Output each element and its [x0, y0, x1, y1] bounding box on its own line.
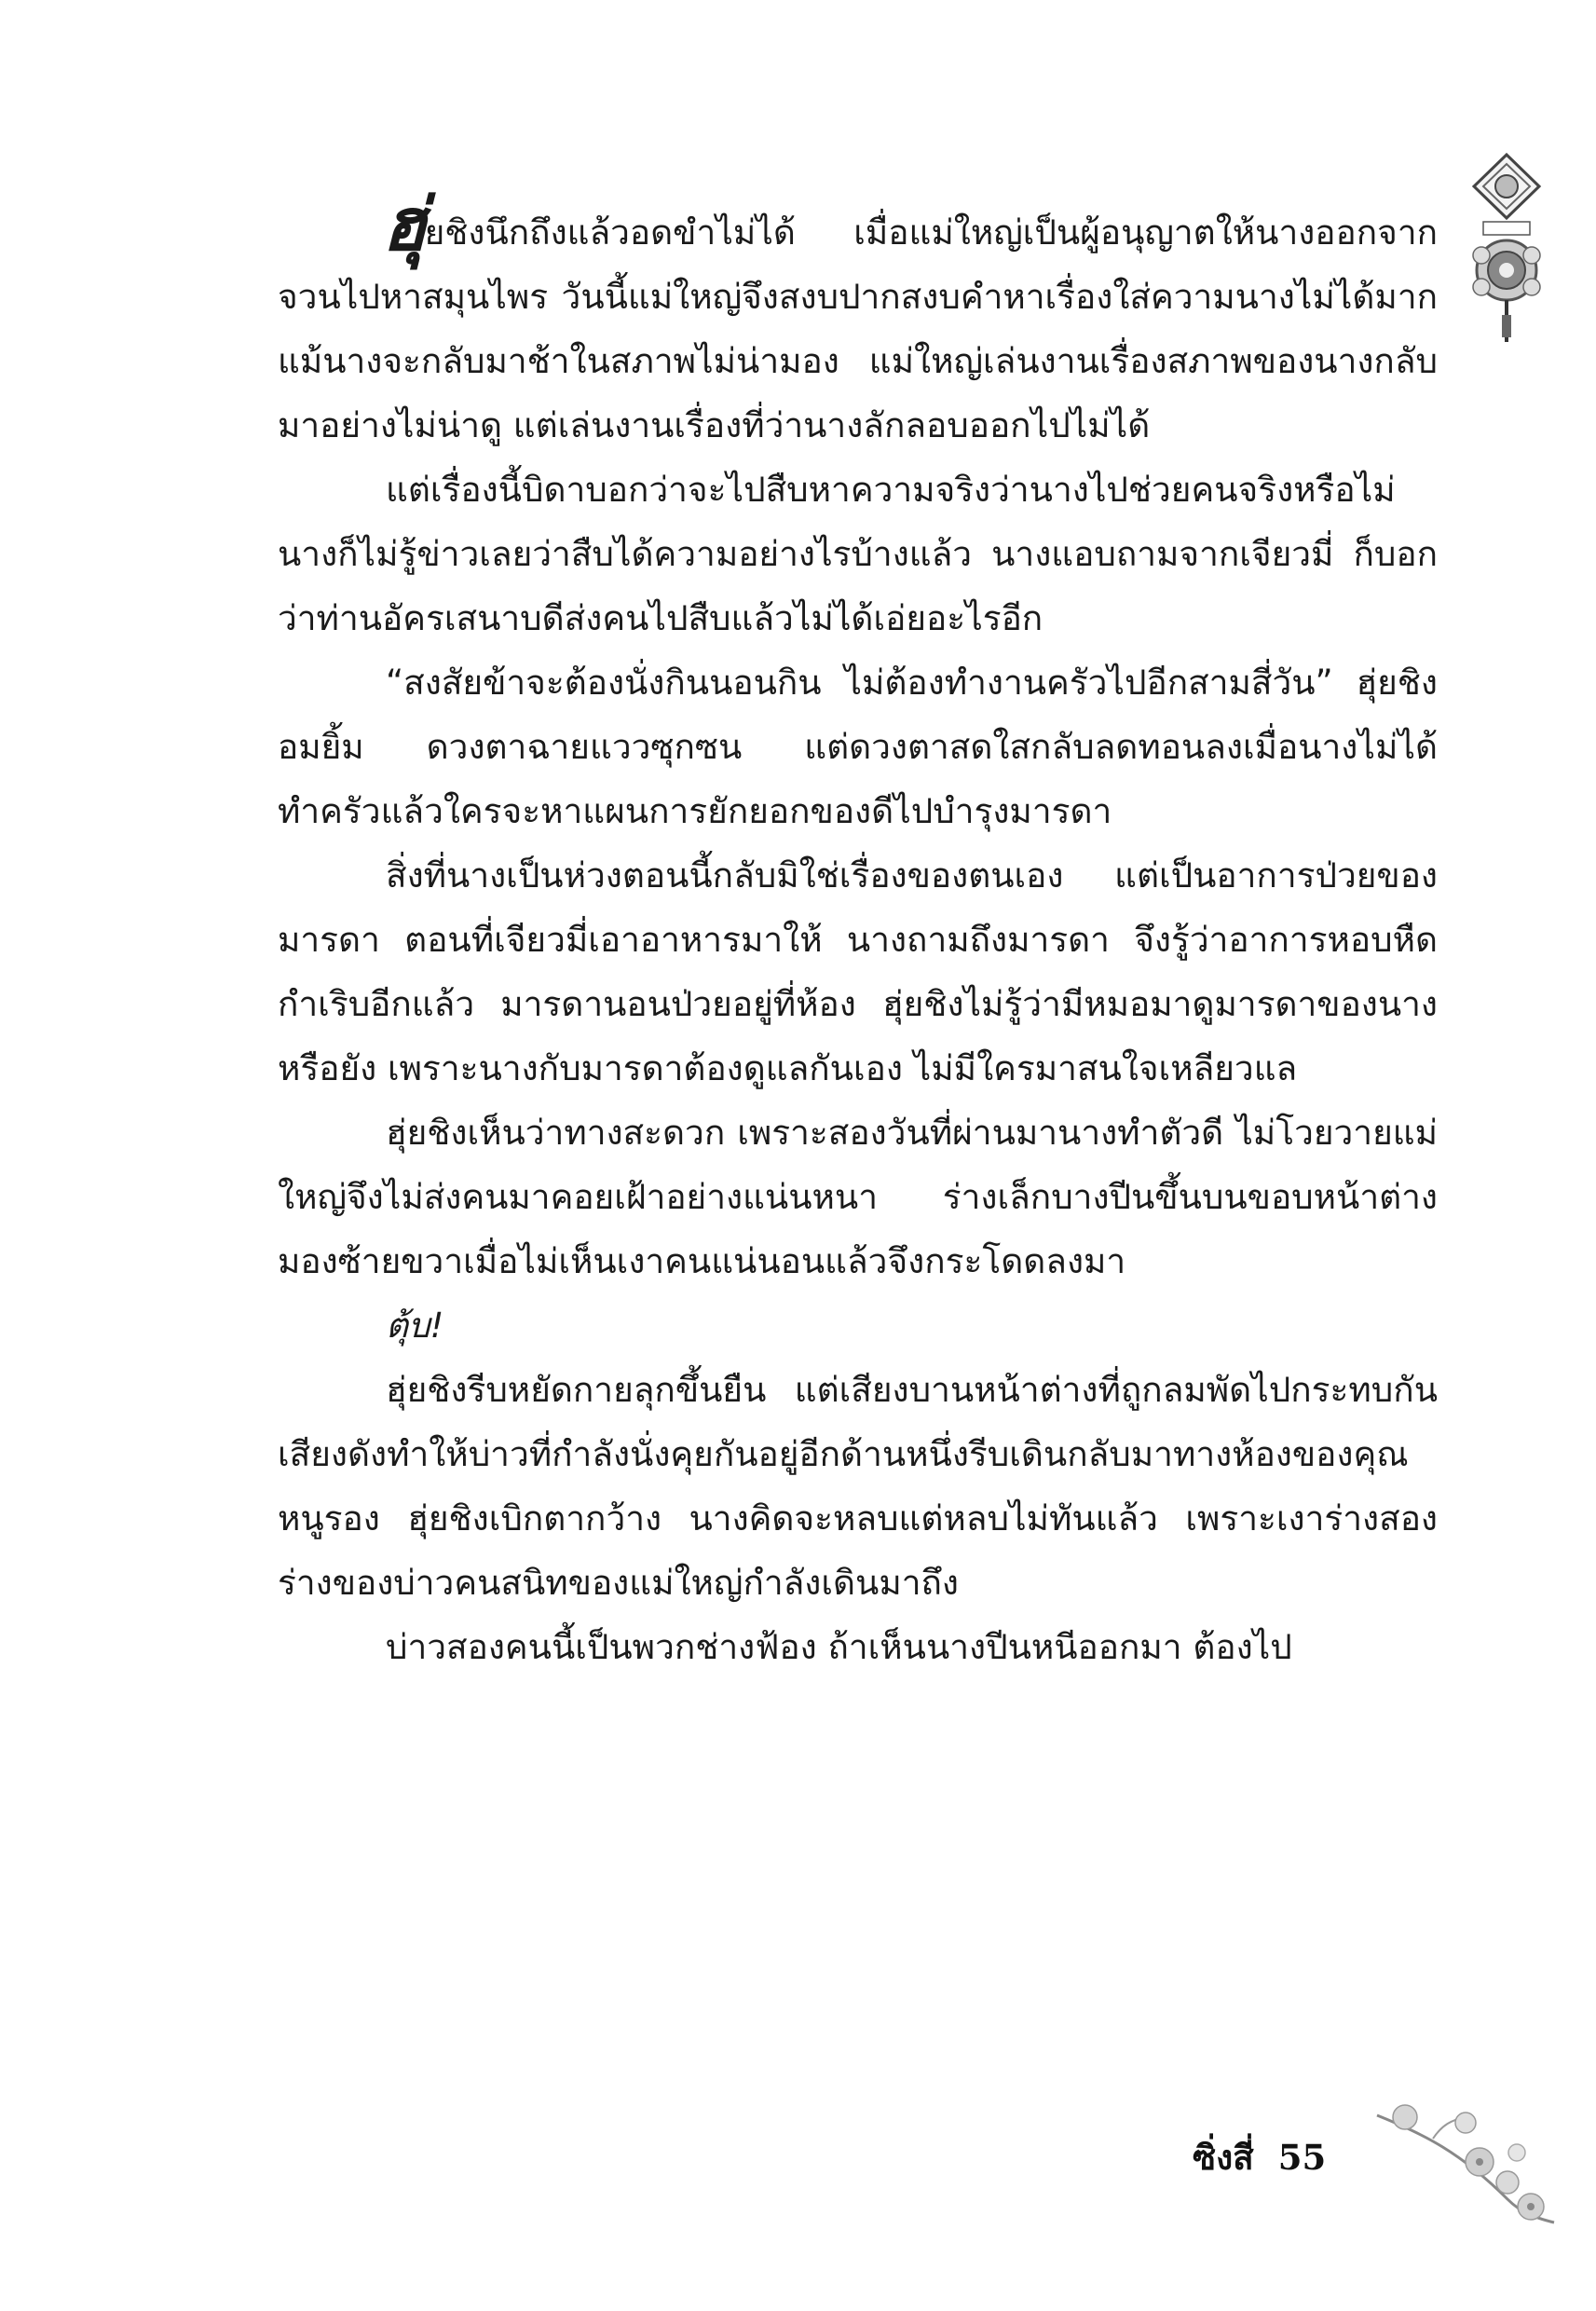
- chapter-mark: ซิ่งสี่: [1193, 2137, 1254, 2178]
- paragraph-7: ฮุ่ยชิงรีบหยัดกายลุกขึ้นยืน แต่เสียงบานหน้าต่างที่ถูกลมพัดไปกระทบกันเสียงดังทำให้บ่าวที่กำลังนั่งคุยกันอยู่อีกด้านหนึ่งรีบเดินกลับมาทางห้องของคุณหนูรอง ฮุ่ยชิงเบิกตากว้าง นางคิดจะหลบแต่หลบไม่ทันแล้ว เพราะเงาร่างสองร่างของบ่าวคนสนิทของแม่ใหญ่กำลังเดินมาถึง: [278, 1370, 1438, 1603]
- paragraph-3: “สงสัยข้าจะต้องนั่งกินนอนกิน ไม่ต้องทำงานครัวไปอีกสามสี่วัน” ฮุ่ยชิงอมยิ้ม ดวงตาฉายแววซุกซน แต่ดวงตาสดใสกลับลดทอนลงเมื่อนางไม่ได้ทำครัวแล้วใครจะหาแผนการยักยอกของดีไปบำรุงมารดา: [278, 663, 1438, 831]
- drop-cap: ฮุ่: [382, 184, 425, 267]
- plum-blossom-branch-icon: [1368, 2097, 1563, 2227]
- chinese-knot-ornament-icon: [1465, 151, 1548, 347]
- page-footer: [1193, 2130, 1326, 2185]
- paragraph-4: สิ่งที่นางเป็นห่วงตอนนี้กลับมิใช่เรื่องของตนเอง แต่เป็นอาการป่วยของมารดา ตอนที่เจียวมี่เอาอาหารมาให้ นางถามถึงมารดา จึงรู้ว่าอาการหอบหืดกำเริบอีกแล้ว มารดานอนป่วยอยู่ที่ห้อง ฮุ่ยชิงไม่รู้ว่ามีหมอมาดูมารดาของนางหรือยัง เพราะนางกับมารดาต้องดูแลกันเอง ไม่มีใครมาสนใจเหลียวแล: [278, 855, 1438, 1088]
- paragraph-text: ยชิงนึกถึงแล้วอดขำไม่ได้ เมื่อแม่ใหญ่เป็นผู้อนุญาตให้นางออกจากจวนไปหาสมุนไพร วันนี้แม่ใหญ่จึงสงบปากสงบคำหาเรื่องใส่ความนางไม่ได้มาก แม้นางจะกลับมาช้าในสภาพไม่น่ามอง แม่ใหญ่เล่นงานเรื่องสภาพของนางกลับมาอย่างไม่น่าดู แต่เล่นงานเรื่องที่ว่านางลักลอบออกไปไม่ได้: [278, 212, 1438, 445]
- paragraph-1: [278, 184, 1438, 458]
- paragraph-2: แต่เรื่องนี้บิดาบอกว่าจะไปสืบหาความจริงว่านางไปช่วยคนจริงหรือไม่ นางก็ไม่รู้ข่าวเลยว่าสืบได้ความอย่างไรบ้างแล้ว นางแอบถามจากเจียวมี่ ก็บอกว่าท่านอัครเสนาบดีส่งคนไปสืบแล้วไม่ได้เอ่ยอะไรอีก: [278, 470, 1438, 638]
- paragraph-8: บ่าวสองคนนี้เป็นพวกช่างฟ้อง ถ้าเห็นนางปีนหนีออกมา ต้องไป: [386, 1627, 1292, 1667]
- body-text: [278, 184, 1438, 1679]
- paragraph-5: ฮุ่ยชิงเห็นว่าทางสะดวก เพราะสองวันที่ผ่านมานางทำตัวดี ไม่โวยวายแม่ใหญ่จึงไม่ส่งคนมาคอยเฝ้าอย่างแน่นหนา ร่างเล็กบางปีนขึ้นบนขอบหน้าต่าง มองซ้ายขวาเมื่อไม่เห็นเงาคนแน่นอนแล้วจึงกระโดดลงมา: [278, 1113, 1438, 1281]
- sound-effect-line: ตุ้บ!: [386, 1306, 444, 1346]
- page-number: 55: [1277, 2137, 1327, 2178]
